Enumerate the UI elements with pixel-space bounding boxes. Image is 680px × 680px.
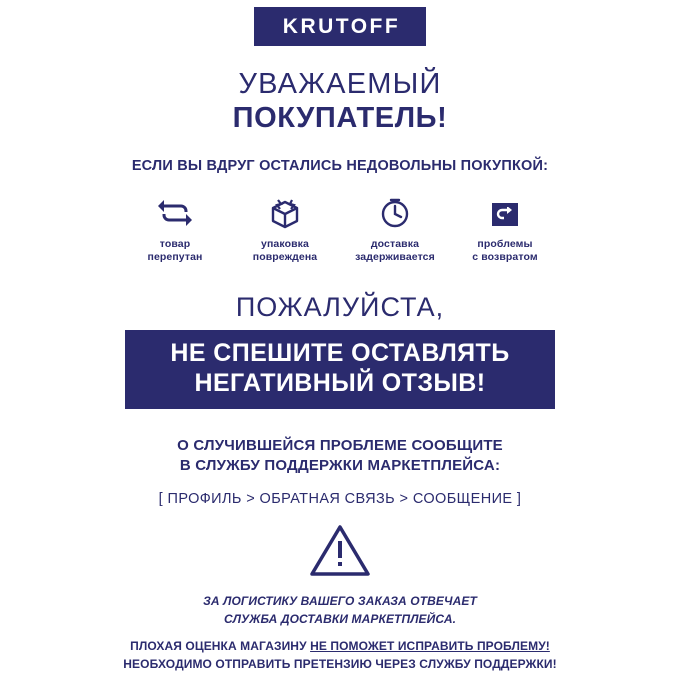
reason-item-swap: [125, 196, 225, 264]
reason-caption: [355, 238, 435, 264]
reasons-row: [125, 196, 555, 264]
footer-notes: [123, 592, 556, 674]
brand-logo: KRUTOFF: [254, 7, 426, 46]
subheading: ЕСЛИ ВЫ ВДРУГ ОСТАЛИСЬ НЕДОВОЛЬНЫ ПОКУПКОЙ:: [131, 157, 549, 174]
reason-caption-line1: доставка: [370, 237, 420, 250]
reason-caption-line2: задерживается: [355, 251, 435, 264]
warning-triangle-icon: [309, 523, 371, 578]
reason-caption: [148, 238, 203, 264]
support-path: [ ПРОФИЛЬ > ОБРАТНАЯ СВЯЗЬ > СООБЩЕНИЕ ]: [158, 490, 522, 507]
reason-item-delay: [345, 196, 445, 264]
brand-logo-container: [40, 7, 640, 46]
reason-caption-line2: повреждена: [252, 251, 318, 264]
page-title-line1: УВАЖАЕМЫЙ: [238, 68, 442, 100]
footer-line3-part1: ПЛОХАЯ ОЦЕНКА МАГАЗИНУ: [130, 638, 311, 653]
damaged-box-icon: [269, 196, 301, 230]
reason-caption: [472, 238, 537, 264]
report-instruction: [177, 436, 503, 477]
reason-item-package: [235, 196, 335, 264]
footer-line3-underlined: НЕ ПОМОЖЕТ ИСПРАВИТЬ ПРОБЛЕМУ!: [310, 638, 550, 653]
return-box-icon: [489, 196, 521, 230]
reason-caption: [253, 238, 317, 264]
footer-line3: [123, 637, 556, 656]
warning-icon-container: [309, 523, 371, 578]
reason-caption-line2: с возвратом: [472, 251, 538, 264]
page-title-line2: ПОКУПАТЕЛЬ!: [232, 102, 448, 135]
footer-line1: ЗА ЛОГИСТИКУ ВАШЕГО ЗАКАЗА ОТВЕЧАЕТ: [203, 593, 477, 608]
footer-line2: СЛУЖБА ДОСТАВКИ МАРКЕТПЛЕЙСА.: [223, 612, 457, 627]
please-text: ПОЖАЛУЙСТА,: [235, 292, 445, 323]
negative-review-banner: [125, 330, 555, 409]
clock-icon: [379, 196, 411, 230]
reason-caption-line1: упаковка: [261, 237, 309, 250]
report-line2: В СЛУЖБУ ПОДДЕРЖКИ МАРКЕТПЛЕЙСА:: [179, 457, 501, 475]
reason-caption-line1: товар: [159, 237, 191, 250]
banner-line2: НЕГАТИВНЫЙ ОТЗЫВ!: [194, 368, 486, 397]
reason-item-return: [455, 196, 555, 264]
swap-arrows-icon: [158, 196, 192, 230]
footer-line4: НЕОБХОДИМО ОТПРАВИТЬ ПРЕТЕНЗИЮ ЧЕРЕЗ СЛУЖБУ ПОДДЕРЖКИ!: [123, 657, 557, 672]
report-line1: О СЛУЧИВШЕЙСЯ ПРОБЛЕМЕ СООБЩИТЕ: [177, 437, 503, 455]
page-title: [233, 68, 448, 135]
banner-line1: НЕ СПЕШИТЕ ОСТАВЛЯТЬ: [170, 339, 510, 368]
reason-caption-line1: проблемы: [477, 237, 533, 250]
reason-caption-line2: перепутан: [147, 251, 203, 264]
